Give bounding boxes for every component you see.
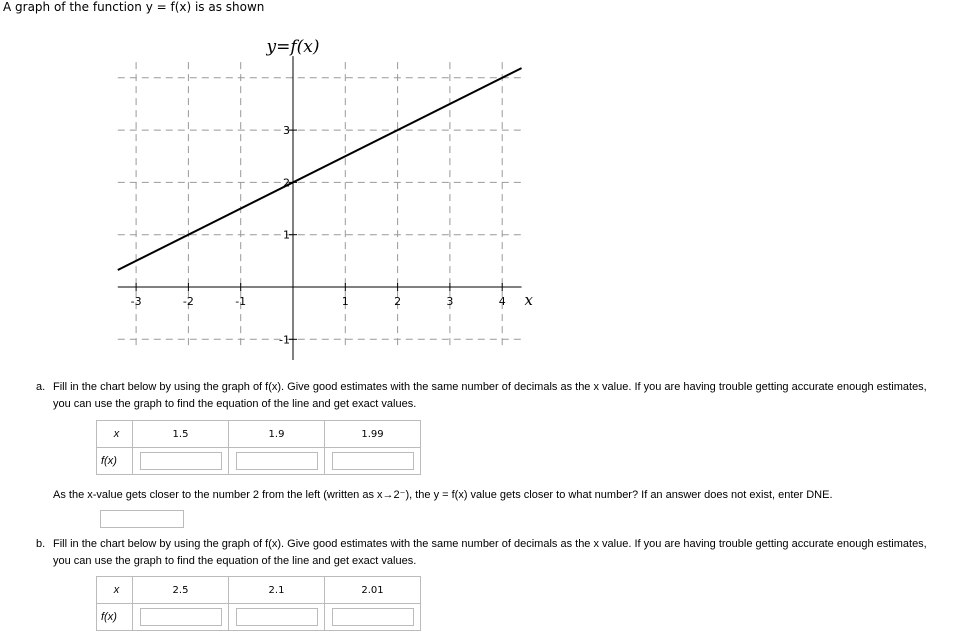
fx-input-3[interactable] [332,452,414,470]
function-graph [0,0,560,360]
part-b-text-line1: Fill in the chart below by using the graph of f(x). Give good estimates with the same number of decimals as the x value. If you are having trouble getting accurate enough estimates, [53,538,927,550]
part-a-label: a. [36,381,46,393]
y-tick-label: 1 [283,228,290,242]
table-row [97,448,421,475]
chart-title: y=f(x) [266,37,320,57]
x-tick-label: 4 [498,295,506,308]
y-tick-label: -1 [279,333,290,347]
limit-question: As the x-value gets closer to the number 2 from the left (written as x→2⁻), the y = f(x) value gets closer to what number? If an answer does not exist, enter DNE. [53,489,833,501]
table-row [97,604,421,631]
x-value: 2.01 [325,577,421,604]
fx-header: f(x) [97,604,133,631]
y-tick-label: 3 [283,124,290,138]
x-header: x [97,577,133,604]
table-row [97,421,421,448]
part-a-text [53,379,953,413]
table-b [96,576,421,631]
x-tick-label: 1 [341,295,349,308]
intro-text: A graph of the function y = f(x) is as shown [3,0,265,14]
x-value: 1.9 [229,421,325,448]
function-line [118,68,522,270]
part-b-label: b. [36,538,46,550]
x-tick-label: -3 [130,295,142,308]
x-tick-label: 3 [446,295,454,308]
table-a [96,420,421,475]
fx-input-3[interactable] [332,608,414,626]
x-value: 2.5 [133,577,229,604]
fx-input-1[interactable] [140,608,222,626]
x-value: 1.99 [325,421,421,448]
limit-answer-input[interactable] [100,510,184,528]
fx-input-2[interactable] [236,608,318,626]
x-tick-label: -1 [235,295,247,308]
part-b-text-line2: you can use the graph to find the equation of the line and get exact values. [53,555,417,567]
x-tick-label: -2 [182,295,194,308]
x-tick-label: 2 [394,295,402,308]
x-axis-label: x [524,291,534,309]
x-value: 1.5 [133,421,229,448]
part-a-text-line2: you can use the graph to find the equation of the line and get exact values. [53,398,417,410]
x-value: 2.1 [229,577,325,604]
part-b-text [53,536,953,570]
table-row [97,577,421,604]
part-a-text-line1: Fill in the chart below by using the graph of f(x). Give good estimates with the same number of decimals as the x value. If you are having trouble getting accurate enough estimates, [53,381,927,393]
fx-input-2[interactable] [236,452,318,470]
y-tick-label: 2 [283,176,290,190]
fx-header: f(x) [97,448,133,475]
fx-input-1[interactable] [140,452,222,470]
x-header: x [97,421,133,448]
